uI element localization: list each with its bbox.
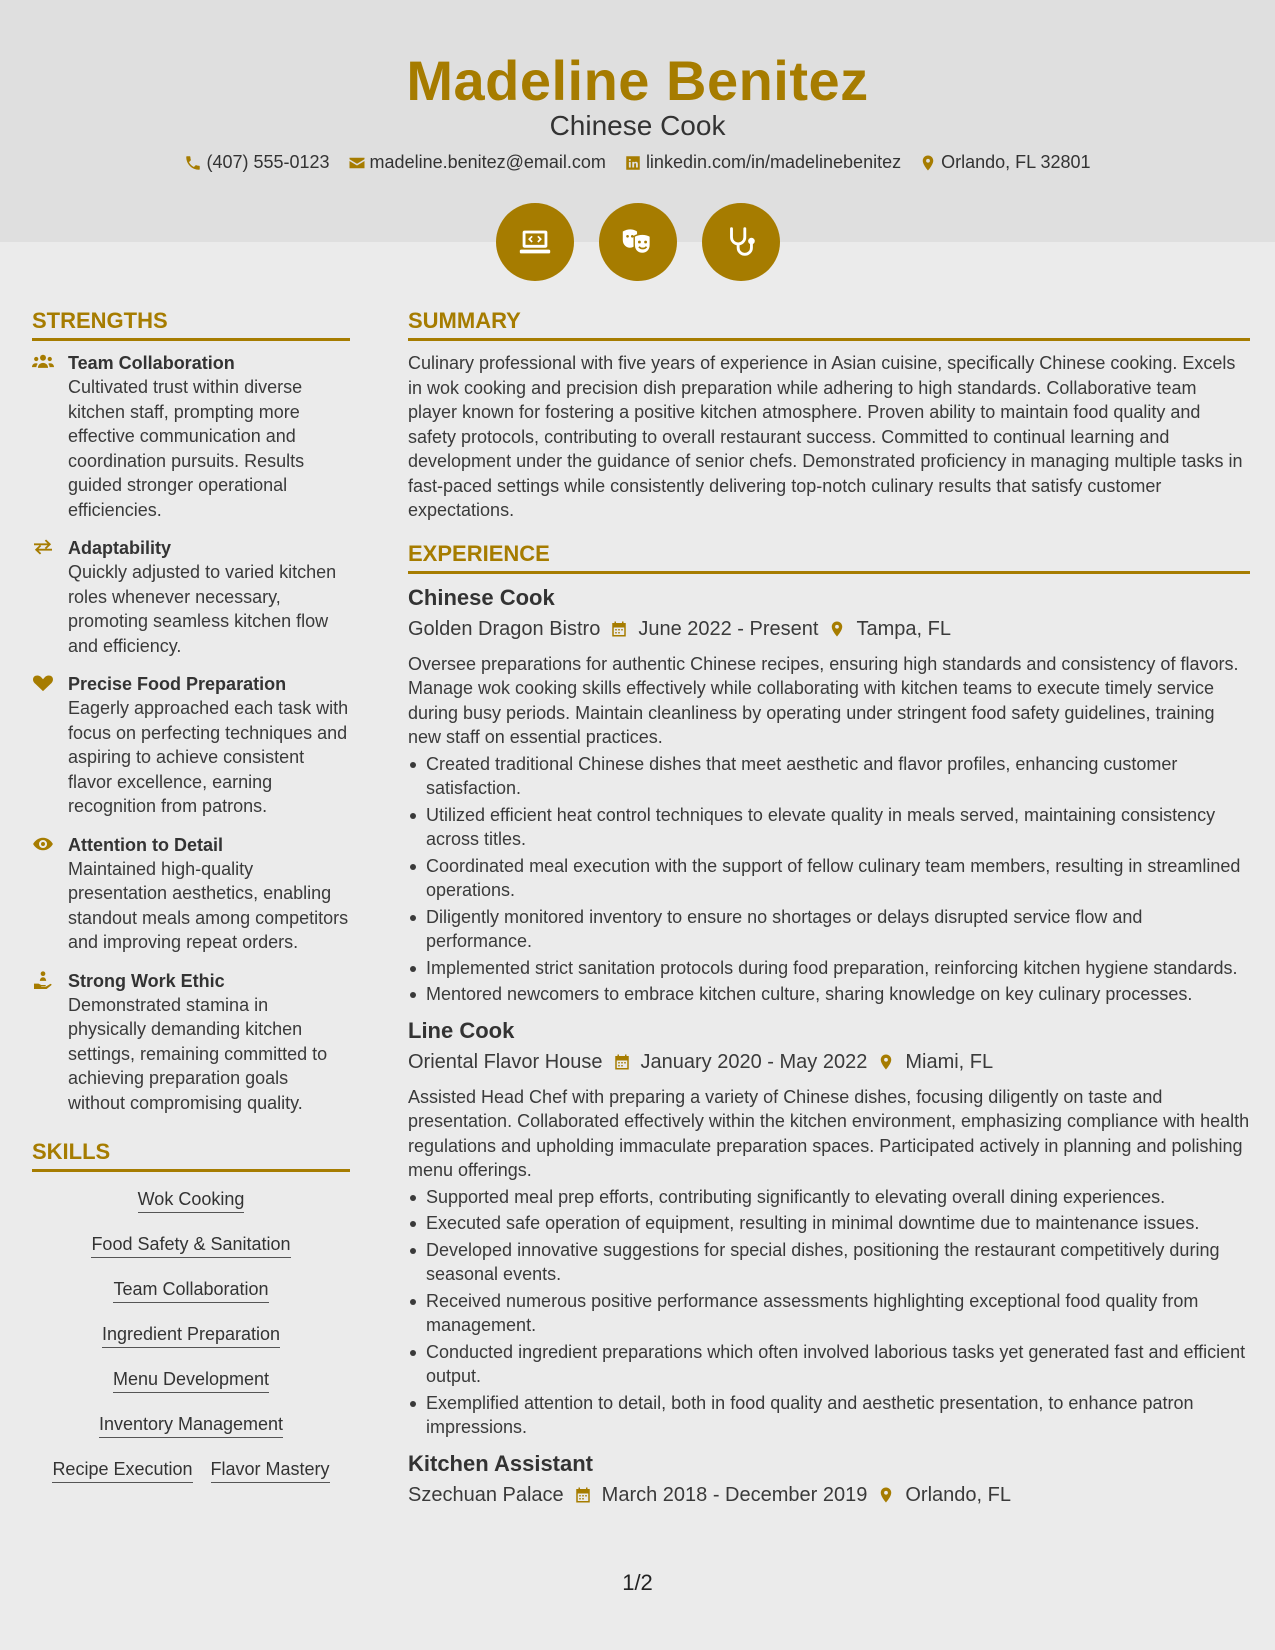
- linkedin-text: linkedin.com/in/madelinebenitez: [645, 152, 902, 172]
- left-column: [32, 308, 350, 1497]
- map-pin-icon: [877, 1486, 895, 1504]
- bullet-item: Coordinated meal execution with the support of fellow culinary team members, resulting in streamlined operations.: [408, 854, 1250, 903]
- bullet-item: Exemplified attention to detail, both in food quality and aesthetic presentation, to enhance patron impressions.: [408, 1391, 1250, 1440]
- bullet-item: Utilized efficient heat control techniques to elevate quality in meals served, maintaining consistency across titles.: [408, 803, 1250, 852]
- job-title: Chinese Cook: [549, 110, 726, 141]
- strength-desc: Demonstrated stamina in physically demanding kitchen settings, remaining committed to achieving preparation goals without compromising quality.: [68, 994, 328, 1113]
- strength-item: [32, 969, 350, 1116]
- strength-desc: Eagerly approached each task with focus on perfecting techniques and aspiring to achieve consistent flavor excellence, earning recognition from patrons.: [68, 698, 349, 816]
- job-bullets: [408, 1185, 1250, 1440]
- skill-tag: Wok Cooking: [138, 1188, 245, 1213]
- bullet-item: Mentored newcomers to embrace kitchen culture, sharing knowledge on key culinary processes.: [408, 982, 1250, 1007]
- strength-desc: Cultivated trust within diverse kitchen staff, prompting more effective communication and coordination pursuits. Results guided stronger operational efficiencies.: [68, 377, 305, 520]
- map-pin-icon: [919, 154, 937, 172]
- job-position: Chinese Cook: [408, 584, 555, 610]
- heart-icon: [32, 674, 54, 692]
- bullet-item: Developed innovative suggestions for special dishes, positioning the restaurant competitively during seasonal events.: [408, 1238, 1250, 1287]
- contact-location: [919, 152, 1090, 173]
- hand-holding-person-icon: [32, 971, 54, 989]
- skills-list: [32, 1182, 350, 1497]
- skill-tag: Food Safety & Sanitation: [91, 1233, 290, 1258]
- job-dates: June 2022 - Present: [638, 617, 819, 640]
- job-bullets: [408, 752, 1250, 1007]
- phone-icon: [184, 154, 202, 172]
- skills-heading: SKILLS: [32, 1139, 350, 1172]
- skill-tag: Ingredient Preparation: [102, 1323, 280, 1348]
- job-position: Kitchen Assistant: [408, 1450, 594, 1476]
- job-entry: [408, 1450, 1250, 1508]
- exchange-icon: [32, 538, 54, 556]
- strength-item: [32, 351, 350, 522]
- job-dates: March 2018 - December 2019: [601, 1483, 868, 1506]
- stethoscope-badge: [702, 203, 780, 281]
- job-description: Oversee preparations for authentic Chinese recipes, ensuring high standards and consistency of flavors. Manage wok cooking skills effectively while collaborating with kitchen teams to execute timely service during busy periods. Maintain cleanliness by operating under stringent food safety guidelines, training new staff on essential practices.: [408, 653, 1239, 747]
- eye-icon: [32, 835, 54, 853]
- job-dates: January 2020 - May 2022: [640, 1050, 868, 1073]
- bullet-item: Diligently monitored inventory to ensure no shortages or delays disrupted service flow and performance.: [408, 905, 1250, 954]
- strength-name: Team Collaboration: [68, 353, 235, 373]
- location-text: Orlando, FL 32801: [941, 152, 1091, 172]
- skill-tag: Flavor Mastery: [211, 1458, 330, 1483]
- experience-heading: EXPERIENCE: [408, 541, 1250, 574]
- strength-name: Attention to Detail: [68, 834, 223, 855]
- calendar-icon: [610, 620, 628, 638]
- job-meta: [408, 616, 1250, 642]
- bullet-item: Supported meal prep efforts, contributing significantly to elevating overall dining experiences.: [408, 1185, 1250, 1210]
- summary-text: Culinary professional with five years of experience in Asian cuisine, specifically Chinese cooking. Excels in wok cooking and precision dish preparation while adhering to high standards. Collaborative team player known for fostering a positive kitchen atmosphere. Proven ability to maintain food quality and safety protocols, contributing to overall restaurant success. Committed to continual learning and development under the guidance of senior chefs. Demonstrated proficiency in managing multiple tasks in fast-paced settings while consistently delivering top-notch culinary results that satisfy customer expectations.: [408, 353, 1243, 520]
- job-description: Assisted Head Chef with preparing a variety of Chinese dishes, focusing diligently on taste and presentation. Collaborated effectively within the kitchen environment, emphasizing compliance with health regulations and upholding immaculate preparation spaces. Participated actively in planning and polishing menu offerings.: [408, 1086, 1250, 1180]
- strength-name: Adaptability: [68, 538, 172, 558]
- map-pin-icon: [828, 620, 846, 638]
- strengths-heading: STRENGTHS: [32, 308, 350, 341]
- phone-text: (407) 555-0123: [206, 152, 330, 172]
- email-text: madeline.benitez@email.com: [369, 152, 606, 172]
- strength-item: [32, 833, 350, 955]
- calendar-icon: [574, 1486, 592, 1504]
- skill-tag: Menu Development: [113, 1368, 269, 1393]
- job-position: Line Cook: [408, 1017, 515, 1043]
- page-number: 1/2: [622, 1570, 653, 1595]
- contact-linkedin[interactable]: [624, 152, 901, 173]
- bullet-item: Received numerous positive performance assessments highlighting exceptional food quality from management.: [408, 1289, 1250, 1338]
- job-location: Miami, FL: [905, 1050, 994, 1073]
- job-location: Tampa, FL: [856, 617, 951, 640]
- job-meta: [408, 1049, 1250, 1075]
- job-meta: [408, 1482, 1250, 1508]
- contact-bar: [0, 152, 1275, 173]
- strength-name: Strong Work Ethic: [68, 970, 225, 991]
- stethoscope-icon: [722, 223, 760, 261]
- linkedin-icon: [624, 154, 642, 172]
- strength-name: Precise Food Preparation: [68, 674, 287, 694]
- job-entry: [408, 584, 1250, 1007]
- contact-email[interactable]: [348, 152, 606, 173]
- theater-masks-badge: [599, 203, 677, 281]
- badge-row: [0, 203, 1275, 281]
- strength-item: [32, 536, 350, 658]
- bullet-item: Conducted ingredient preparations which often involved laborious tasks yet generated fast and efficient output.: [408, 1340, 1250, 1389]
- skill-tag: Recipe Execution: [52, 1458, 192, 1483]
- job-company: Oriental Flavor House: [408, 1050, 603, 1073]
- bullet-item: Implemented strict sanitation protocols during food preparation, reinforcing kitchen hygiene standards.: [408, 956, 1250, 981]
- job-company: Szechuan Palace: [408, 1483, 564, 1506]
- calendar-icon: [613, 1053, 631, 1071]
- envelope-icon: [348, 154, 366, 172]
- laptop-code-badge: [496, 203, 574, 281]
- map-pin-icon: [877, 1053, 895, 1071]
- bullet-item: Created traditional Chinese dishes that meet aesthetic and flavor profiles, enhancing customer satisfaction.: [408, 752, 1250, 801]
- theater-masks-icon: [619, 223, 657, 261]
- strength-desc: Maintained high-quality presentation aesthetics, enabling standout meals among competitors and improving repeat orders.: [68, 858, 349, 952]
- laptop-code-icon: [516, 223, 554, 261]
- bullet-item: Executed safe operation of equipment, resulting in minimal downtime due to maintenance issues.: [408, 1211, 1250, 1236]
- job-location: Orlando, FL: [905, 1483, 1011, 1506]
- job-entry: [408, 1017, 1250, 1440]
- summary-heading: SUMMARY: [408, 308, 1250, 341]
- skill-tag: Team Collaboration: [113, 1278, 268, 1303]
- job-company: Golden Dragon Bistro: [408, 617, 601, 640]
- contact-phone: [184, 152, 329, 173]
- strength-item: [32, 672, 350, 819]
- skills-section: [32, 1139, 350, 1497]
- strength-desc: Quickly adjusted to varied kitchen roles whenever necessary, promoting seamless kitchen flow and efficiency.: [68, 562, 337, 656]
- candidate-name: Madeline Benitez: [406, 49, 869, 112]
- skill-tag: Inventory Management: [99, 1413, 283, 1438]
- right-column: [408, 308, 1250, 1518]
- users-icon: [32, 353, 54, 371]
